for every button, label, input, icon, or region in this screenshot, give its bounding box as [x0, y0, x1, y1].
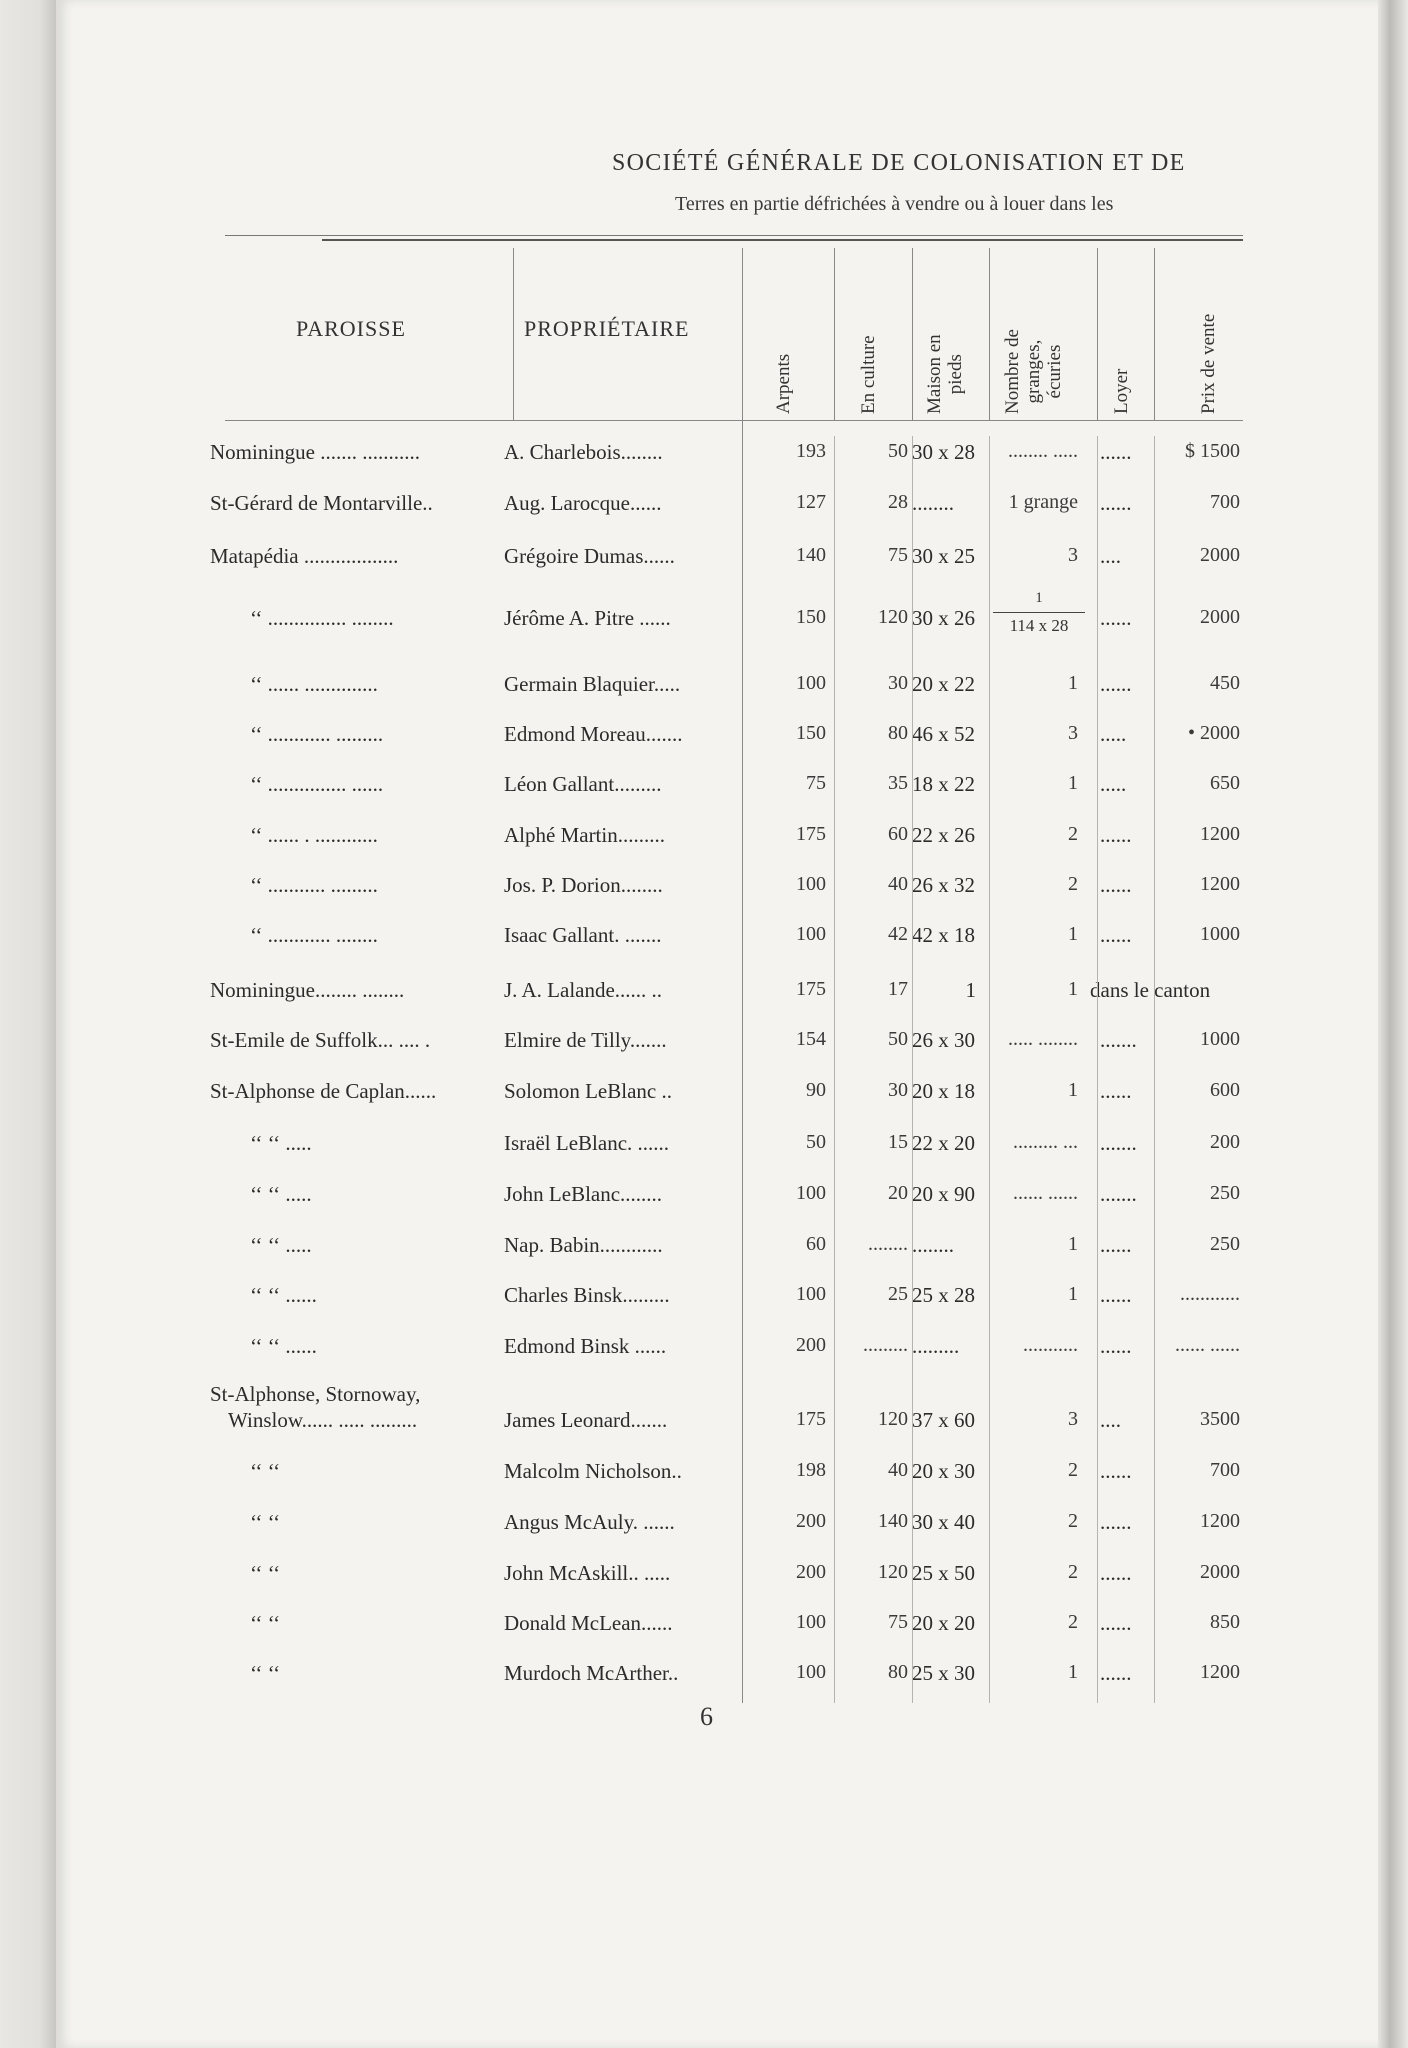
- cell-maison: 1: [965, 978, 976, 1002]
- cell-arpents: 175: [796, 1408, 826, 1430]
- cell-paroisse: ‘‘ ...... ..............: [250, 672, 378, 696]
- cell-culture: ........: [868, 1233, 908, 1255]
- cell-proprietaire: Léon Gallant.........: [504, 772, 662, 796]
- col-header-arpents: Arpents: [773, 353, 794, 414]
- cell-maison: 30 x 40: [912, 1510, 975, 1534]
- cell-proprietaire: Murdoch McArther..: [504, 1661, 679, 1685]
- cell-maison: 20 x 20: [912, 1611, 975, 1635]
- cell-paroisse: St-Gérard de Montarville..: [210, 491, 433, 515]
- cell-granges: 1: [1068, 772, 1078, 794]
- cell-prix: 200: [1210, 1131, 1240, 1153]
- cell-prix: 250: [1210, 1233, 1240, 1255]
- cell-paroisse: ‘‘ ‘‘: [250, 1510, 281, 1534]
- fraction-bar: [993, 612, 1085, 613]
- cell-proprietaire: Solomon LeBlanc ..: [504, 1079, 672, 1103]
- cell-culture: 35: [888, 772, 908, 794]
- cell-granges: 3: [1068, 722, 1078, 744]
- cell-loyer: ....: [1100, 544, 1121, 568]
- col-header-granges: [1002, 329, 1065, 414]
- cell-granges: ..... ........: [1008, 1028, 1078, 1050]
- cell-maison: 37 x 60: [912, 1408, 975, 1432]
- cell-maison: .........: [912, 1334, 960, 1358]
- cell-granges: 2: [1068, 873, 1078, 895]
- cell-culture: 28: [888, 491, 908, 513]
- cell-arpents: 175: [796, 823, 826, 845]
- cell-maison: ........: [912, 491, 954, 515]
- cell-proprietaire: Aug. Larocque......: [504, 491, 662, 515]
- col-header-loyer: Loyer: [1111, 368, 1132, 414]
- cell-maison: 46 x 52: [912, 722, 975, 746]
- cell-loyer: ......: [1100, 1661, 1132, 1685]
- page-subtitle: Terres en partie défrichées à vendre ou à louer dans les: [675, 193, 1114, 215]
- page-binding-edge: [0, 0, 56, 2048]
- cell-loyer: ......: [1100, 491, 1132, 515]
- col-header-paroisse: PAROISSE: [296, 316, 406, 341]
- cell-prix: 1200: [1200, 1661, 1240, 1683]
- cell-granges: 2: [1068, 1510, 1078, 1532]
- cell-paroisse: Matapédia ..................: [210, 544, 399, 568]
- cell-paroisse: ‘‘ ‘‘ ......: [250, 1334, 317, 1358]
- cell-culture: 75: [888, 1611, 908, 1633]
- cell-loyer: ......: [1100, 923, 1132, 947]
- cell-arpents: 193: [796, 440, 826, 462]
- cell-proprietaire: Donald McLean......: [504, 1611, 673, 1635]
- cell-paroisse: ‘‘ ‘‘: [250, 1611, 281, 1635]
- cell-culture: 42: [888, 923, 908, 945]
- cell-arpents: 200: [796, 1561, 826, 1583]
- col-rule-loyer: [1154, 248, 1155, 420]
- cell-culture: 40: [888, 873, 908, 895]
- col-rule-arpents: [834, 248, 835, 420]
- cell-loyer: ......: [1100, 1079, 1132, 1103]
- cell-granges: ...... ......: [1013, 1182, 1078, 1204]
- cell-paroisse: ‘‘ ‘‘ .....: [250, 1233, 312, 1257]
- cell-prix: 2000: [1200, 1561, 1240, 1583]
- cell-arpents: 100: [796, 1661, 826, 1683]
- cell-granges: 2: [1068, 823, 1078, 845]
- cell-arpents: 100: [796, 1611, 826, 1633]
- cell-loyer: ......: [1100, 1283, 1132, 1307]
- col-rule-paroisse: [513, 248, 514, 420]
- cell-maison: 42 x 18: [912, 923, 975, 947]
- cell-prix: 250: [1210, 1182, 1240, 1204]
- body-column-rule: [1154, 436, 1155, 1703]
- cell-granges: ...........: [1023, 1334, 1078, 1356]
- cell-culture: 15: [888, 1131, 908, 1153]
- cell-culture: 80: [888, 1661, 908, 1683]
- cell-maison: 30 x 25: [912, 544, 975, 568]
- cell-paroisse: Nominingue........ ........: [210, 978, 405, 1002]
- cell-paroisse: ‘‘ ‘‘: [250, 1561, 281, 1585]
- cell-arpents: 150: [796, 606, 826, 628]
- cell-arpents: 75: [806, 772, 826, 794]
- cell-loyer: ......: [1100, 823, 1132, 847]
- page-title: SOCIÉTÉ GÉNÉRALE DE COLONISATION ET DE: [612, 150, 1186, 176]
- cell-granges-fraction-numerator: 1: [1035, 590, 1043, 606]
- cell-maison: 25 x 50: [912, 1561, 975, 1585]
- cell-paroisse: ‘‘ ............ .........: [250, 722, 384, 746]
- cell-granges: 3: [1068, 1408, 1078, 1430]
- cell-arpents: 175: [796, 978, 826, 1000]
- cell-maison: 20 x 22: [912, 672, 975, 696]
- cell-proprietaire: Elmire de Tilly.......: [504, 1028, 667, 1052]
- cell-culture: 30: [888, 1079, 908, 1101]
- cell-arpents: 150: [796, 722, 826, 744]
- cell-proprietaire: John LeBlanc........: [504, 1182, 663, 1206]
- cell-maison: 20 x 30: [912, 1459, 975, 1483]
- cell-loyer: ......: [1100, 1611, 1132, 1635]
- cell-paroisse-line2: Winslow...... ..... .........: [228, 1408, 418, 1432]
- cell-paroisse: St-Alphonse, Stornoway,: [210, 1382, 421, 1406]
- col-rule-proprietaire: [742, 248, 743, 1703]
- cell-proprietaire: Israël LeBlanc. ......: [504, 1131, 670, 1155]
- cell-prix: 1200: [1200, 823, 1240, 845]
- cell-arpents: 140: [796, 544, 826, 566]
- cell-loyer: ......: [1100, 873, 1132, 897]
- cell-proprietaire: Charles Binsk.........: [504, 1283, 670, 1307]
- cell-proprietaire: Grégoire Dumas......: [504, 544, 675, 568]
- col-header-prix: Prix de vente: [1198, 313, 1219, 414]
- cell-granges: 1: [1068, 978, 1078, 1000]
- cell-paroisse: ‘‘ ...... . ............: [250, 823, 378, 847]
- body-column-rule: [834, 436, 835, 1703]
- cell-paroisse: ‘‘ ‘‘ ......: [250, 1283, 317, 1307]
- cell-granges: 2: [1068, 1561, 1078, 1583]
- cell-arpents: 127: [796, 491, 826, 513]
- cell-loyer: ......: [1100, 1510, 1132, 1534]
- cell-proprietaire: Alphé Martin.........: [504, 823, 665, 847]
- cell-arpents: 200: [796, 1510, 826, 1532]
- cell-proprietaire: Nap. Babin............: [504, 1233, 663, 1257]
- cell-prix: 650: [1210, 772, 1240, 794]
- header-rule-bottom: [225, 420, 1243, 421]
- cell-loyer: ....: [1100, 1408, 1121, 1432]
- cell-proprietaire: Edmond Binsk ......: [504, 1334, 667, 1358]
- cell-paroisse: ‘‘ ‘‘ .....: [250, 1131, 312, 1155]
- cell-maison: 30 x 28: [912, 440, 975, 464]
- cell-arpents: 100: [796, 1182, 826, 1204]
- cell-paroisse: ‘‘ ............... ........: [250, 606, 394, 630]
- cell-maison: ........: [912, 1233, 954, 1257]
- body-column-rule: [989, 436, 990, 1703]
- cell-prix: 2000: [1200, 544, 1240, 566]
- cell-loyer: dans le canton: [1090, 978, 1211, 1002]
- col-rule-granges: [1097, 248, 1098, 420]
- col-header-proprietaire: PROPRIÉTAIRE: [524, 316, 690, 341]
- cell-granges: 1: [1068, 923, 1078, 945]
- cell-prix: 700: [1210, 1459, 1240, 1481]
- cell-culture: 75: [888, 544, 908, 566]
- cell-proprietaire: Malcolm Nicholson..: [504, 1459, 682, 1483]
- col-header-maison: [924, 334, 966, 414]
- cell-granges: 1: [1068, 1079, 1078, 1101]
- col-rule-culture: [912, 248, 913, 420]
- cell-arpents: 100: [796, 923, 826, 945]
- cell-culture: 60: [888, 823, 908, 845]
- cell-proprietaire: James Leonard.......: [504, 1408, 668, 1432]
- cell-maison: 26 x 32: [912, 873, 975, 897]
- cell-loyer: .......: [1100, 1131, 1137, 1155]
- body-column-rule: [1097, 436, 1098, 1703]
- cell-arpents: 90: [806, 1079, 826, 1101]
- cell-maison: 18 x 22: [912, 772, 975, 796]
- cell-loyer: .....: [1100, 772, 1127, 796]
- cell-maison: 25 x 30: [912, 1661, 975, 1685]
- cell-loyer: ......: [1100, 1233, 1132, 1257]
- cell-culture: 30: [888, 672, 908, 694]
- cell-granges: 1: [1068, 1233, 1078, 1255]
- cell-loyer: ......: [1100, 1561, 1132, 1585]
- cell-culture: 140: [878, 1510, 908, 1532]
- cell-culture: 120: [878, 606, 908, 628]
- cell-granges: 3: [1068, 544, 1078, 566]
- col-header-granges-line1: Nombre de: [1002, 329, 1023, 414]
- cell-prix: • 2000: [1187, 722, 1240, 744]
- cell-arpents: 100: [796, 873, 826, 895]
- cell-culture: 50: [888, 440, 908, 462]
- cell-proprietaire: John McAskill.. .....: [504, 1561, 671, 1585]
- cell-culture: 80: [888, 722, 908, 744]
- body-column-rule: [912, 436, 913, 1703]
- cell-granges: ......... ...: [1013, 1131, 1078, 1153]
- cell-granges: 2: [1068, 1459, 1078, 1481]
- cell-culture: 120: [878, 1408, 908, 1430]
- cell-loyer: .....: [1100, 722, 1127, 746]
- facing-page-edge: [1378, 0, 1408, 2048]
- cell-granges: 1: [1068, 672, 1078, 694]
- header-rule-top: [225, 235, 1243, 236]
- cell-arpents: 50: [806, 1131, 826, 1153]
- cell-culture: 50: [888, 1028, 908, 1050]
- cell-paroisse: St-Alphonse de Caplan......: [210, 1079, 437, 1103]
- cell-paroisse: ‘‘ ............... ......: [250, 772, 384, 796]
- cell-granges: 1: [1068, 1283, 1078, 1305]
- cell-maison: 20 x 18: [912, 1079, 975, 1103]
- cell-prix: 1200: [1200, 873, 1240, 895]
- cell-culture: 20: [888, 1182, 908, 1204]
- col-header-maison-line1: Maison en: [924, 334, 945, 414]
- cell-paroisse: ‘‘ ‘‘ .....: [250, 1182, 312, 1206]
- cell-culture: 25: [888, 1283, 908, 1305]
- cell-prix: 1000: [1200, 1028, 1240, 1050]
- col-rule-maison: [989, 248, 990, 420]
- col-header-maison-line2: pieds: [945, 354, 966, 395]
- cell-prix: 3500: [1200, 1408, 1240, 1430]
- cell-prix: 2000: [1200, 606, 1240, 628]
- cell-proprietaire: Jos. P. Dorion........: [504, 873, 663, 897]
- document-page: [56, 0, 1378, 2048]
- cell-proprietaire: J. A. Lalande...... ..: [504, 978, 663, 1002]
- cell-proprietaire: A. Charlebois........: [504, 440, 663, 464]
- cell-paroisse: ‘‘ ‘‘: [250, 1661, 281, 1685]
- cell-loyer: ......: [1100, 672, 1132, 696]
- cell-maison: 20 x 90: [912, 1182, 975, 1206]
- cell-prix: 850: [1210, 1611, 1240, 1633]
- cell-arpents: 60: [806, 1233, 826, 1255]
- cell-maison: 26 x 30: [912, 1028, 975, 1052]
- cell-proprietaire: Edmond Moreau.......: [504, 722, 683, 746]
- cell-arpents: 200: [796, 1334, 826, 1356]
- cell-maison: 22 x 26: [912, 823, 975, 847]
- cell-paroisse: St-Emile de Suffolk... .... .: [210, 1028, 431, 1052]
- cell-loyer: ......: [1100, 1334, 1132, 1358]
- cell-prix: 1200: [1200, 1510, 1240, 1532]
- cell-arpents: 198: [796, 1459, 826, 1481]
- cell-culture: 40: [888, 1459, 908, 1481]
- cell-loyer: .......: [1100, 1182, 1137, 1206]
- cell-granges-fraction-denominator: 114 x 28: [1009, 616, 1069, 635]
- cell-prix: ...... ......: [1175, 1334, 1240, 1356]
- cell-granges: 2: [1068, 1611, 1078, 1633]
- cell-culture: 17: [888, 978, 908, 1000]
- cell-proprietaire: Angus McAuly. ......: [504, 1510, 675, 1534]
- cell-paroisse: ‘‘ ‘‘: [250, 1459, 281, 1483]
- cell-prix: 600: [1210, 1079, 1240, 1101]
- cell-paroisse: ‘‘ ............ ........: [250, 923, 378, 947]
- cell-paroisse: Nominingue ....... ...........: [210, 440, 420, 464]
- col-header-granges-line2: granges,: [1023, 339, 1044, 404]
- cell-paroisse: ‘‘ ........... .........: [250, 873, 378, 897]
- col-header-en-culture: En culture: [858, 335, 879, 414]
- cell-proprietaire: Jérôme A. Pitre ......: [504, 606, 671, 630]
- cell-loyer: ......: [1100, 440, 1132, 464]
- cell-granges: 1: [1068, 1661, 1078, 1683]
- page-number: 6: [700, 1702, 713, 1731]
- cell-maison: 25 x 28: [912, 1283, 975, 1307]
- cell-granges: ........ .....: [1008, 440, 1078, 462]
- cell-culture: .........: [863, 1334, 908, 1356]
- header-rule-thick: [322, 239, 1243, 241]
- cell-proprietaire: Germain Blaquier.....: [504, 672, 681, 696]
- cell-proprietaire: Isaac Gallant. .......: [504, 923, 662, 947]
- cell-culture: 120: [878, 1561, 908, 1583]
- cell-arpents: 154: [796, 1028, 826, 1050]
- cell-prix: 700: [1210, 491, 1240, 513]
- cell-prix: 450: [1210, 672, 1240, 694]
- cell-arpents: 100: [796, 672, 826, 694]
- col-header-granges-line3: écuries: [1044, 344, 1065, 399]
- cell-prix: $ 1500: [1185, 440, 1240, 462]
- cell-maison: 22 x 20: [912, 1131, 975, 1155]
- cell-loyer: ......: [1100, 1459, 1132, 1483]
- cell-loyer: .......: [1100, 1028, 1137, 1052]
- cell-arpents: 100: [796, 1283, 826, 1305]
- cell-maison: 30 x 26: [912, 606, 975, 630]
- cell-prix: ............: [1180, 1283, 1240, 1305]
- cell-loyer: ......: [1100, 606, 1132, 630]
- cell-prix: 1000: [1200, 923, 1240, 945]
- cell-granges: 1 grange: [1008, 491, 1078, 513]
